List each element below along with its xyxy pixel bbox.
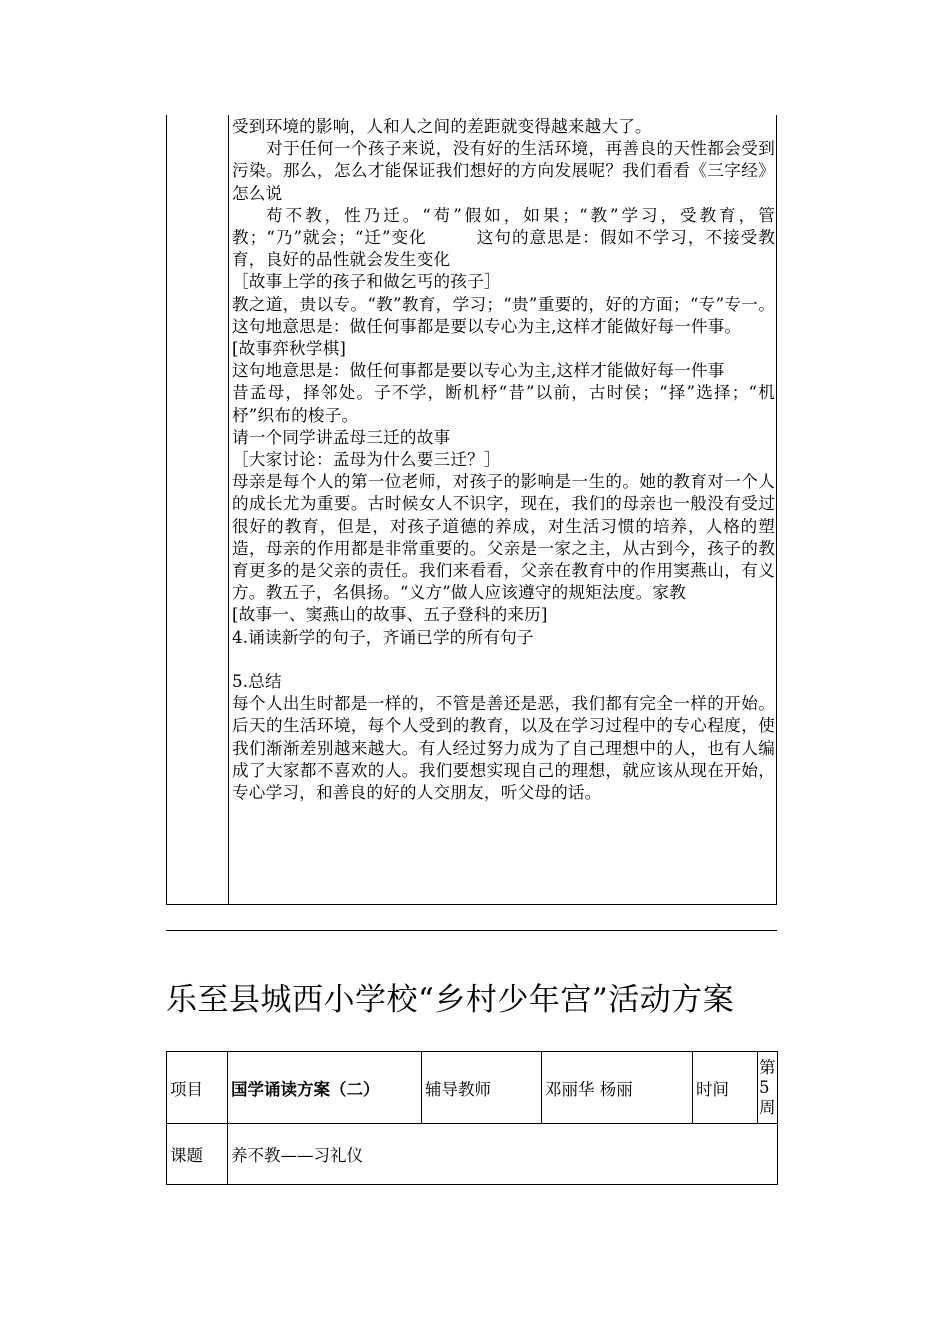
- item-value-cell: 国学诵读方案（二）: [228, 1052, 422, 1124]
- teacher-value-cell: 邓丽华 杨丽: [542, 1052, 693, 1124]
- topic-label-cell: 课题: [167, 1124, 228, 1185]
- activity-plan-table: [166, 1051, 778, 1185]
- time-label-cell: 时间: [693, 1052, 758, 1124]
- content-paragraph: 每个人出生时都是一样的，不管是善还是恶，我们都有完全一样的开始。后天的生活环境，每个人受到的教育，以及在学习过程中的专心程度，使我们渐渐差别越来越大。有人经过努力成为了自己理想中的人，也有人编成了大家都不喜欢的人。我们要想实现自己的理想，就应该从现在开始，专心学习，和善良的好的人交朋友，听父母的话。: [232, 694, 775, 803]
- document-title: 乐至县城西小学校“乡村少年宫”活动方案: [166, 982, 735, 1018]
- content-paragraph: 昔孟母，择邻处。子不学，断机杼“昔”以前，古时侯；“择”选择；“机杼”织布的梭子。: [232, 383, 775, 425]
- content-paragraph: 教之道，贵以专。“教”教育，学习；“贵”重要的，好的方面；“专”专一。这句地意思是：做任何事都是要以专心为主,这样才能做好每一件事。: [232, 294, 775, 336]
- content-paragraph: 请一个同学讲孟母三迁的故事: [232, 427, 451, 447]
- time-value-cell: 第5周: [758, 1052, 778, 1124]
- content-paragraph: 这句地意思是：做任何事都是要以专心为主,这样才能做好每一件事: [232, 361, 725, 381]
- content-paragraph: ［大家讨论：孟母为什么要三迁？］: [232, 450, 501, 470]
- continuation-content-cell: [229, 115, 777, 905]
- content-paragraph: ［故事上学的孩子和做乞丐的孩子］: [232, 272, 501, 292]
- content-paragraph: [232, 649, 775, 671]
- content-paragraph: 对于任何一个孩子来说，没有好的生活环境，再善良的天性都会受到污染。那么，怎么才能保证我们想好的方向发展呢？我们看看《三字经》怎么说: [232, 139, 775, 203]
- content-paragraph: 4.诵读新学的句子，齐诵已学的所有句子: [232, 627, 534, 647]
- lesson-content: [229, 115, 776, 804]
- content-paragraph: [故事弈秋学棋]: [232, 339, 347, 359]
- content-paragraph: 母亲是每个人的第一位老师，对孩子的影响是一生的。她的教育对一个人的成长尤为重要。古时候女人不识字，现在，我们的母亲也一般没有受过很好的教育，但是，对孩子道德的养成，对生活习惯的培养，人格的塑造，母亲的作用都是非常重要的。父亲是一家之主，从古到今，孩子的教育更多的是父亲的责任。我们来看看，父亲在教育中的作用窦燕山，有义方。教五子，名俱扬。“义方”做人应该遵守的规矩法度。家教: [232, 472, 775, 603]
- item-label-cell: 项目: [167, 1052, 228, 1124]
- content-paragraph: [故事一、窦燕山的故事、五子登科的来历]: [232, 605, 548, 625]
- content-paragraph: 5.总结: [232, 672, 282, 692]
- lesson-continuation-table: [166, 115, 777, 905]
- teacher-label-cell: 辅导教师: [422, 1052, 542, 1124]
- page-separator: [166, 930, 777, 931]
- continuation-label-cell: [167, 115, 229, 905]
- content-paragraph: 受到环境的影响，人和人之间的差距就变得越来越大了。: [232, 117, 652, 136]
- topic-value-cell: 养不教——习礼仪: [228, 1124, 778, 1185]
- content-paragraph: 苟不教，性乃迁。“苟”假如，如果；“教”学习，受教育，管教；“乃”就会；“迁”变化 这句的意思是：假如不学习，不接受教育，良好的品性就会发生变化: [232, 205, 775, 270]
